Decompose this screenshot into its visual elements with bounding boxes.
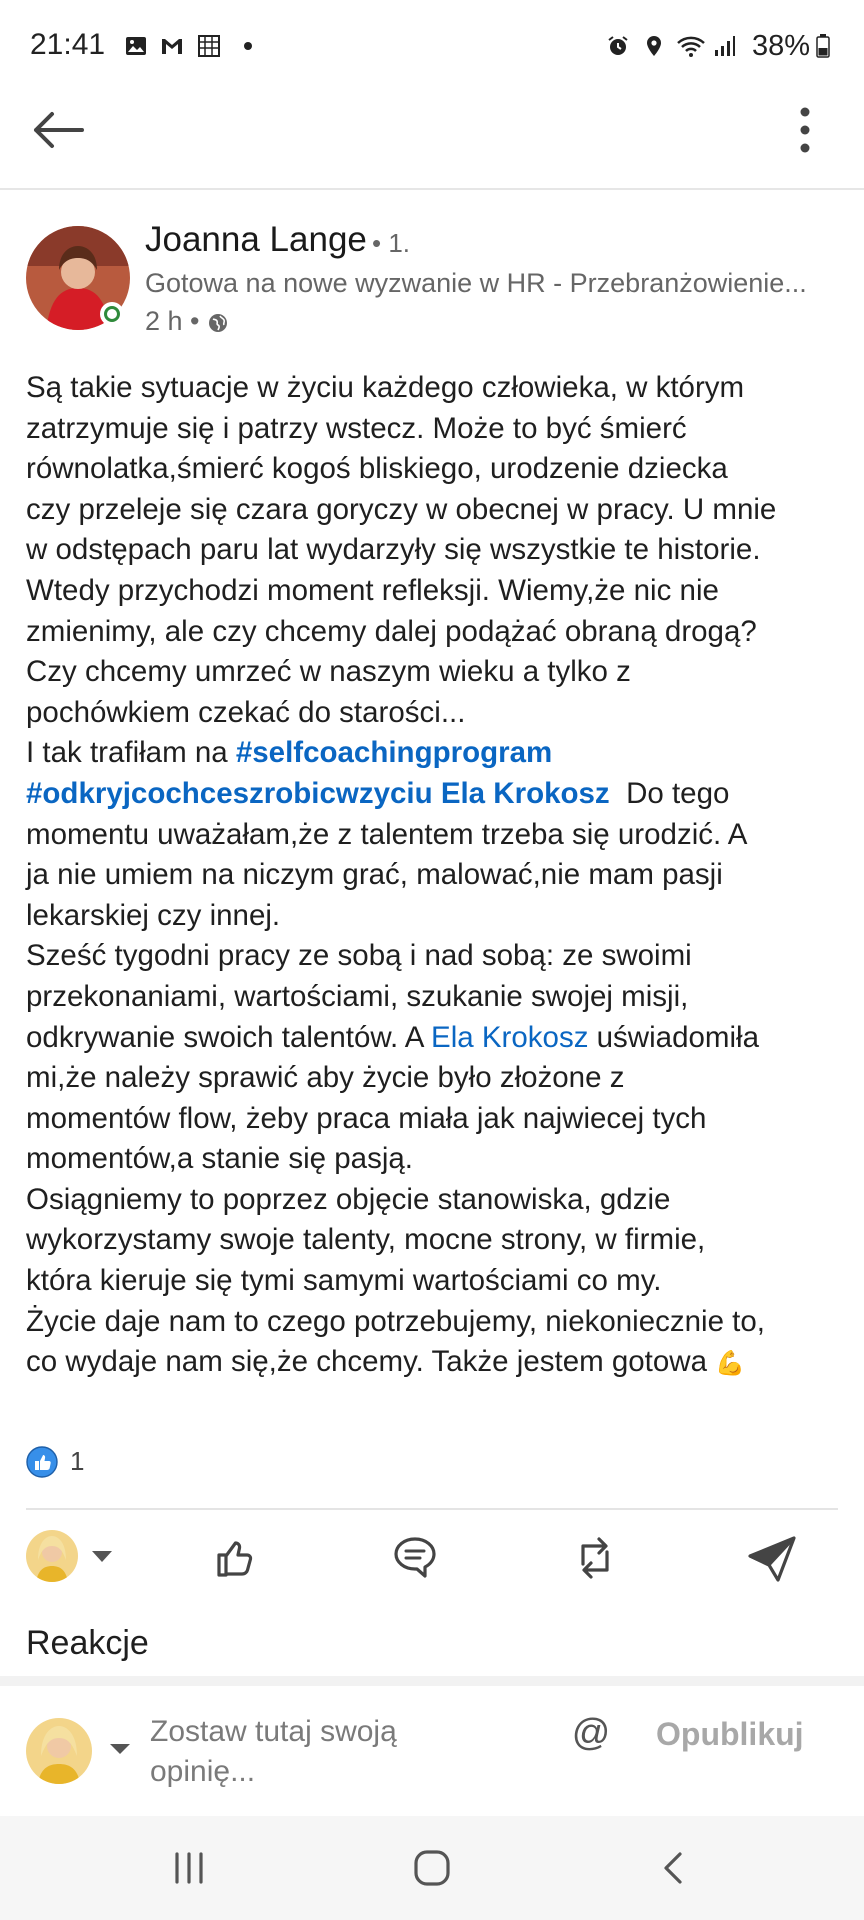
thumbs-up-icon[interactable]: [205, 1528, 265, 1588]
post-line: wykorzystamy swoje talenty, mocne strony, w firmie,: [26, 1223, 706, 1257]
battery-icon: [816, 34, 830, 58]
globe-icon: [208, 313, 228, 333]
publish-button[interactable]: Opublikuj: [656, 1716, 804, 1752]
post-line: Wtedy przychodzi moment refleksji. Wiemy,że nic nie: [26, 573, 719, 607]
calendar-icon: [197, 34, 221, 58]
more-vertical-icon[interactable]: [780, 102, 830, 158]
like-reaction-icon[interactable]: [26, 1446, 58, 1478]
post-line: zmienimy, ale czy chcemy dalej podążać obraną drogą?: [26, 614, 757, 648]
gmail-icon: [160, 34, 184, 58]
alarm-icon: [606, 34, 630, 58]
post-line: Są takie sytuacje w życiu każdego człowieka, w którym: [26, 371, 745, 404]
appbar-divider: [0, 188, 864, 190]
post-line: mi,że należy sprawić aby życie było złożone z: [26, 1061, 625, 1095]
post-line: ja nie umiem na niczym grać, malować,nie mam pasji: [26, 858, 723, 892]
gallery-icon: [124, 34, 148, 58]
post-line: momentu uważałam,że z talentem trzeba się urodzić. A: [26, 817, 748, 851]
reactions-heading: Reakcje: [26, 1624, 149, 1662]
post-text: uświadomiła: [588, 1020, 759, 1054]
back-arrow-icon[interactable]: [28, 102, 92, 158]
dot-icon: [240, 34, 264, 58]
post-line: w odstępach paru lat wydarzyły się wszystkie te historie.: [26, 533, 761, 567]
repost-icon[interactable]: [565, 1528, 625, 1588]
post-timestamp: 2 h •: [145, 306, 200, 336]
post-text: Do tego: [609, 776, 730, 810]
divider: [26, 1508, 838, 1510]
connection-degree: • 1.: [372, 228, 411, 258]
post-line: zatrzymuje się i patrzy wstecz. Może to być śmierć: [26, 411, 687, 445]
flexed-biceps-emoji: 💪: [715, 1350, 746, 1378]
signal-icon: [712, 34, 736, 58]
reaction-count[interactable]: 1: [70, 1446, 85, 1476]
battery-percentage: 38%: [752, 30, 811, 62]
post-line: momentów,a stanie się pasją.: [26, 1142, 413, 1176]
post-text: odkrywanie swoich talentów. A: [26, 1020, 432, 1054]
comment-icon[interactable]: [385, 1528, 445, 1588]
chevron-down-icon[interactable]: [90, 1546, 114, 1566]
post-line: równolatka,śmierć kogoś bliskiego, urodzenie dziecka: [26, 452, 728, 486]
send-icon[interactable]: [740, 1528, 804, 1588]
post-line: [26, 1018, 846, 1059]
author-name[interactable]: Joanna Lange: [145, 220, 367, 259]
post-body: [26, 368, 846, 1383]
comment-input[interactable]: Zostaw tutaj swoją opinię...: [150, 1715, 397, 1788]
recent-apps-icon[interactable]: [165, 1844, 213, 1892]
post-line: lekarskiej czy innej.: [26, 898, 281, 932]
avatar[interactable]: [26, 1718, 92, 1784]
avatar[interactable]: [26, 1530, 78, 1582]
mention-link[interactable]: Ela Krokosz: [431, 1020, 589, 1054]
home-icon[interactable]: [406, 1842, 458, 1894]
post-line: [26, 733, 846, 774]
hashtag-link[interactable]: #odkryjcochceszrobicwzyciu: [26, 776, 433, 810]
post-text: co wydaje nam się,że chcemy. Także jestem gotowa: [26, 1345, 716, 1379]
post-text: I tak trafiłam na: [26, 736, 236, 770]
chevron-down-icon[interactable]: [108, 1740, 132, 1758]
online-status-badge: [100, 302, 124, 326]
post-line: [26, 1342, 846, 1383]
author-headline: Gotowa na nowe wyzwanie w HR - Przebranżowienie...: [145, 268, 807, 298]
post-line: Sześć tygodni pracy ze sobą i nad sobą: ze swoimi: [26, 939, 692, 973]
mention-link[interactable]: Ela Krokosz: [440, 776, 610, 810]
status-bar: [0, 0, 864, 96]
status-time: 21:41: [30, 28, 106, 61]
section-divider: [0, 1676, 864, 1686]
post-line: przekonaniami, wartościami, szukanie swojej misji,: [26, 979, 689, 1013]
post-line: czy przeleje się czara goryczy w obecnej w pracy. U mnie: [26, 492, 777, 526]
wifi-icon: [676, 34, 706, 58]
post-line: Osiągniemy to poprzez objęcie stanowiska, gdzie: [26, 1182, 671, 1216]
location-icon: [642, 34, 666, 58]
post-line: [26, 774, 846, 815]
mention-button[interactable]: @: [571, 1712, 611, 1754]
post-line: momentów flow, żeby praca miała jak najwiecej tych: [26, 1101, 707, 1135]
post-line: pochówkiem czekać do starości...: [26, 695, 466, 729]
post-line: Życie daje nam to czego potrzebujemy, niekoniecznie to,: [26, 1304, 765, 1338]
hashtag-link[interactable]: #selfcoachingprogram: [235, 736, 553, 770]
post-line: która kieruje się tymi samymi wartościami co my.: [26, 1264, 662, 1298]
back-icon[interactable]: [650, 1844, 698, 1892]
post-line: Czy chcemy umrzeć w naszym wieku a tylko z: [26, 655, 631, 689]
